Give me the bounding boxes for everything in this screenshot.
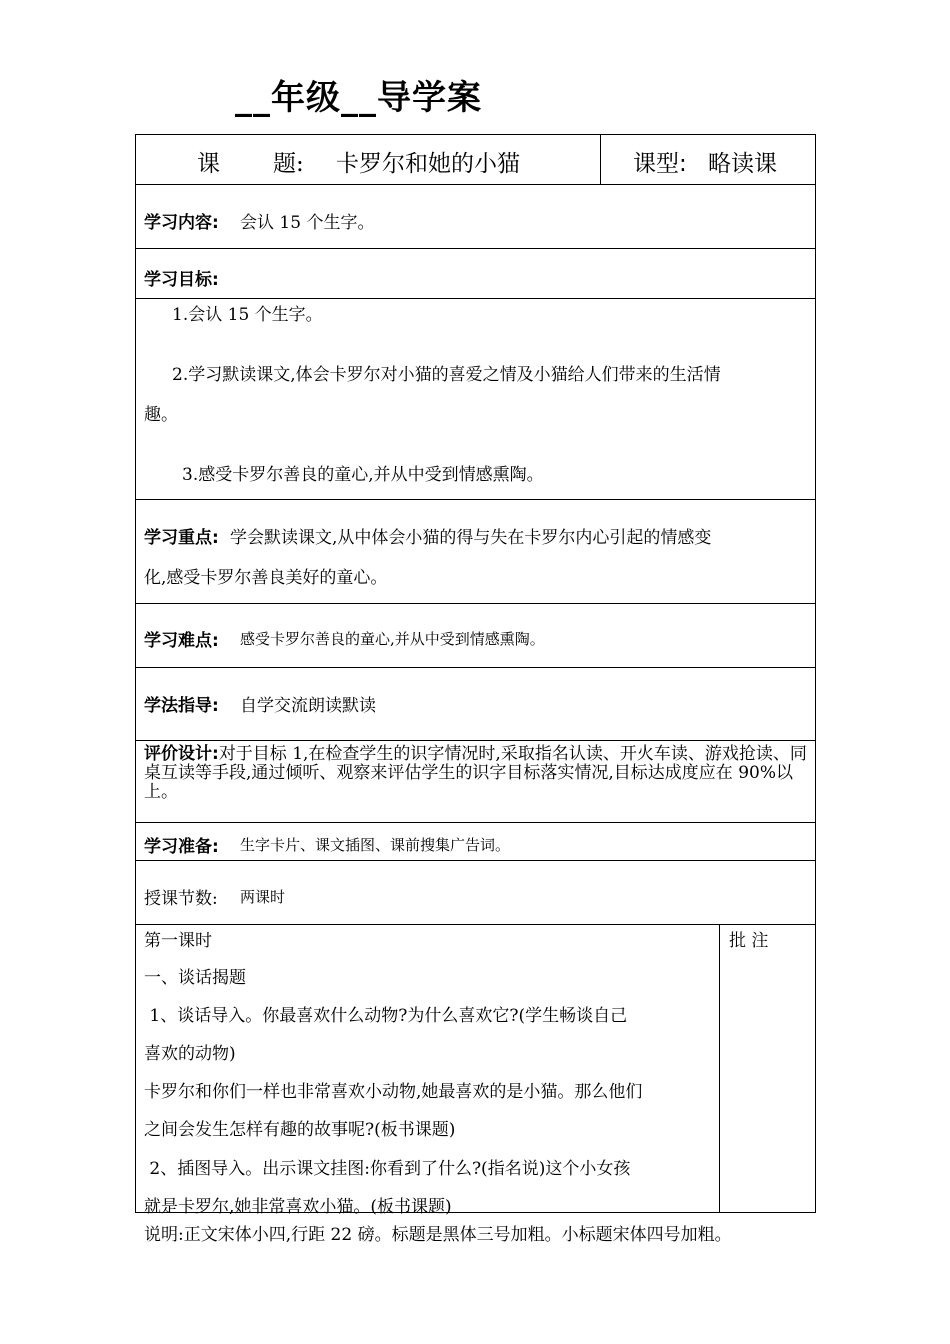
preparation-value: 生字卡片、课文插图、课前搜集广告词。	[240, 836, 511, 854]
goal-item-continued: 趣。	[144, 405, 178, 425]
lesson-line: 一、谈话揭题	[144, 968, 246, 988]
table-divider	[135, 667, 816, 668]
topic-label-suffix: 题:	[273, 151, 304, 177]
table-divider	[135, 184, 816, 185]
lesson-line: 之间会发生怎样有趣的故事呢?(板书课题)	[144, 1120, 456, 1140]
focus-line: 学会默读课文,从中体会小猫的得与失在卡罗尔内心引起的情感变	[230, 528, 712, 548]
method-value: 自学交流朗读默读	[240, 696, 376, 716]
focus-line: 化,感受卡罗尔善良美好的童心。	[144, 568, 388, 588]
lesson-line: 喜欢的动物)	[144, 1044, 236, 1064]
evaluation-block	[144, 745, 810, 802]
table-border-left	[135, 134, 136, 1213]
focus-label: 学习重点:	[144, 528, 219, 548]
lesson-line: 第一课时	[144, 931, 212, 951]
content-label: 学习内容:	[144, 213, 219, 233]
method-label: 学法指导:	[144, 696, 219, 716]
difficulty-label: 学习难点:	[144, 631, 219, 651]
goals-label: 学习目标:	[144, 270, 219, 290]
lesson-line: 2、插图导入。出示课文挂图:你看到了什么?(指名说)这个小女孩	[144, 1159, 631, 1179]
table-divider	[135, 603, 816, 604]
goal-item: 3.感受卡罗尔善良的童心,并从中受到情感熏陶。	[182, 465, 544, 485]
content-value: 会认 15 个生字。	[240, 213, 375, 233]
evaluation-label: 评价设计:	[144, 744, 219, 764]
table-divider	[135, 248, 816, 249]
difficulty-value: 感受卡罗尔善良的童心,并从中受到情感熏陶。	[240, 630, 545, 648]
table-divider	[135, 924, 816, 925]
table-border-right	[815, 134, 816, 1213]
goal-item: 1.会认 15 个生字。	[172, 305, 323, 325]
lesson-type-value: 略读课	[708, 151, 777, 177]
table-divider	[135, 860, 816, 861]
lesson-topic: 卡罗尔和她的小猫	[336, 151, 520, 177]
header-column-divider	[600, 134, 601, 185]
goal-item: 2.学习默读课文,体会卡罗尔对小猫的喜爱之情及小猫给人们带来的生活情	[172, 365, 721, 385]
lesson-line: 就是卡罗尔,她非常喜欢小猫。(板书课题)	[144, 1197, 452, 1217]
preparation-label: 学习准备:	[144, 837, 219, 857]
periods-value: 两课时	[240, 888, 286, 906]
table-border-top	[135, 134, 816, 135]
evaluation-text: 对于目标 1,在检查学生的识字情况时,采取指名认读、开火车读、游戏抢读、同桌互读等手段,通过倾听、观察来评估学生的识字目标落实情况,目标达成度应在 90%以上。	[144, 744, 807, 802]
lesson-line: 1、谈话导入。你最喜欢什么动物?为什么喜欢它?(学生畅谈自己	[144, 1006, 628, 1026]
table-divider	[135, 822, 816, 823]
table-divider	[135, 499, 816, 500]
table-divider	[135, 740, 816, 741]
table-divider	[135, 298, 816, 299]
page-title: __年级__导学案	[235, 78, 482, 118]
lesson-type-label: 课型:	[633, 151, 687, 177]
lesson-line: 卡罗尔和你们一样也非常喜欢小动物,她最喜欢的是小猫。那么他们	[144, 1082, 643, 1102]
notes-column-divider	[719, 924, 720, 1213]
notes-label: 批 注	[729, 931, 769, 951]
footer-note: 说明:正文宋体小四,行距 22 磅。标题是黑体三号加粗。小标题宋体四号加粗。	[144, 1225, 732, 1245]
periods-label: 授课节数:	[144, 889, 218, 909]
topic-label: 课	[197, 151, 220, 177]
